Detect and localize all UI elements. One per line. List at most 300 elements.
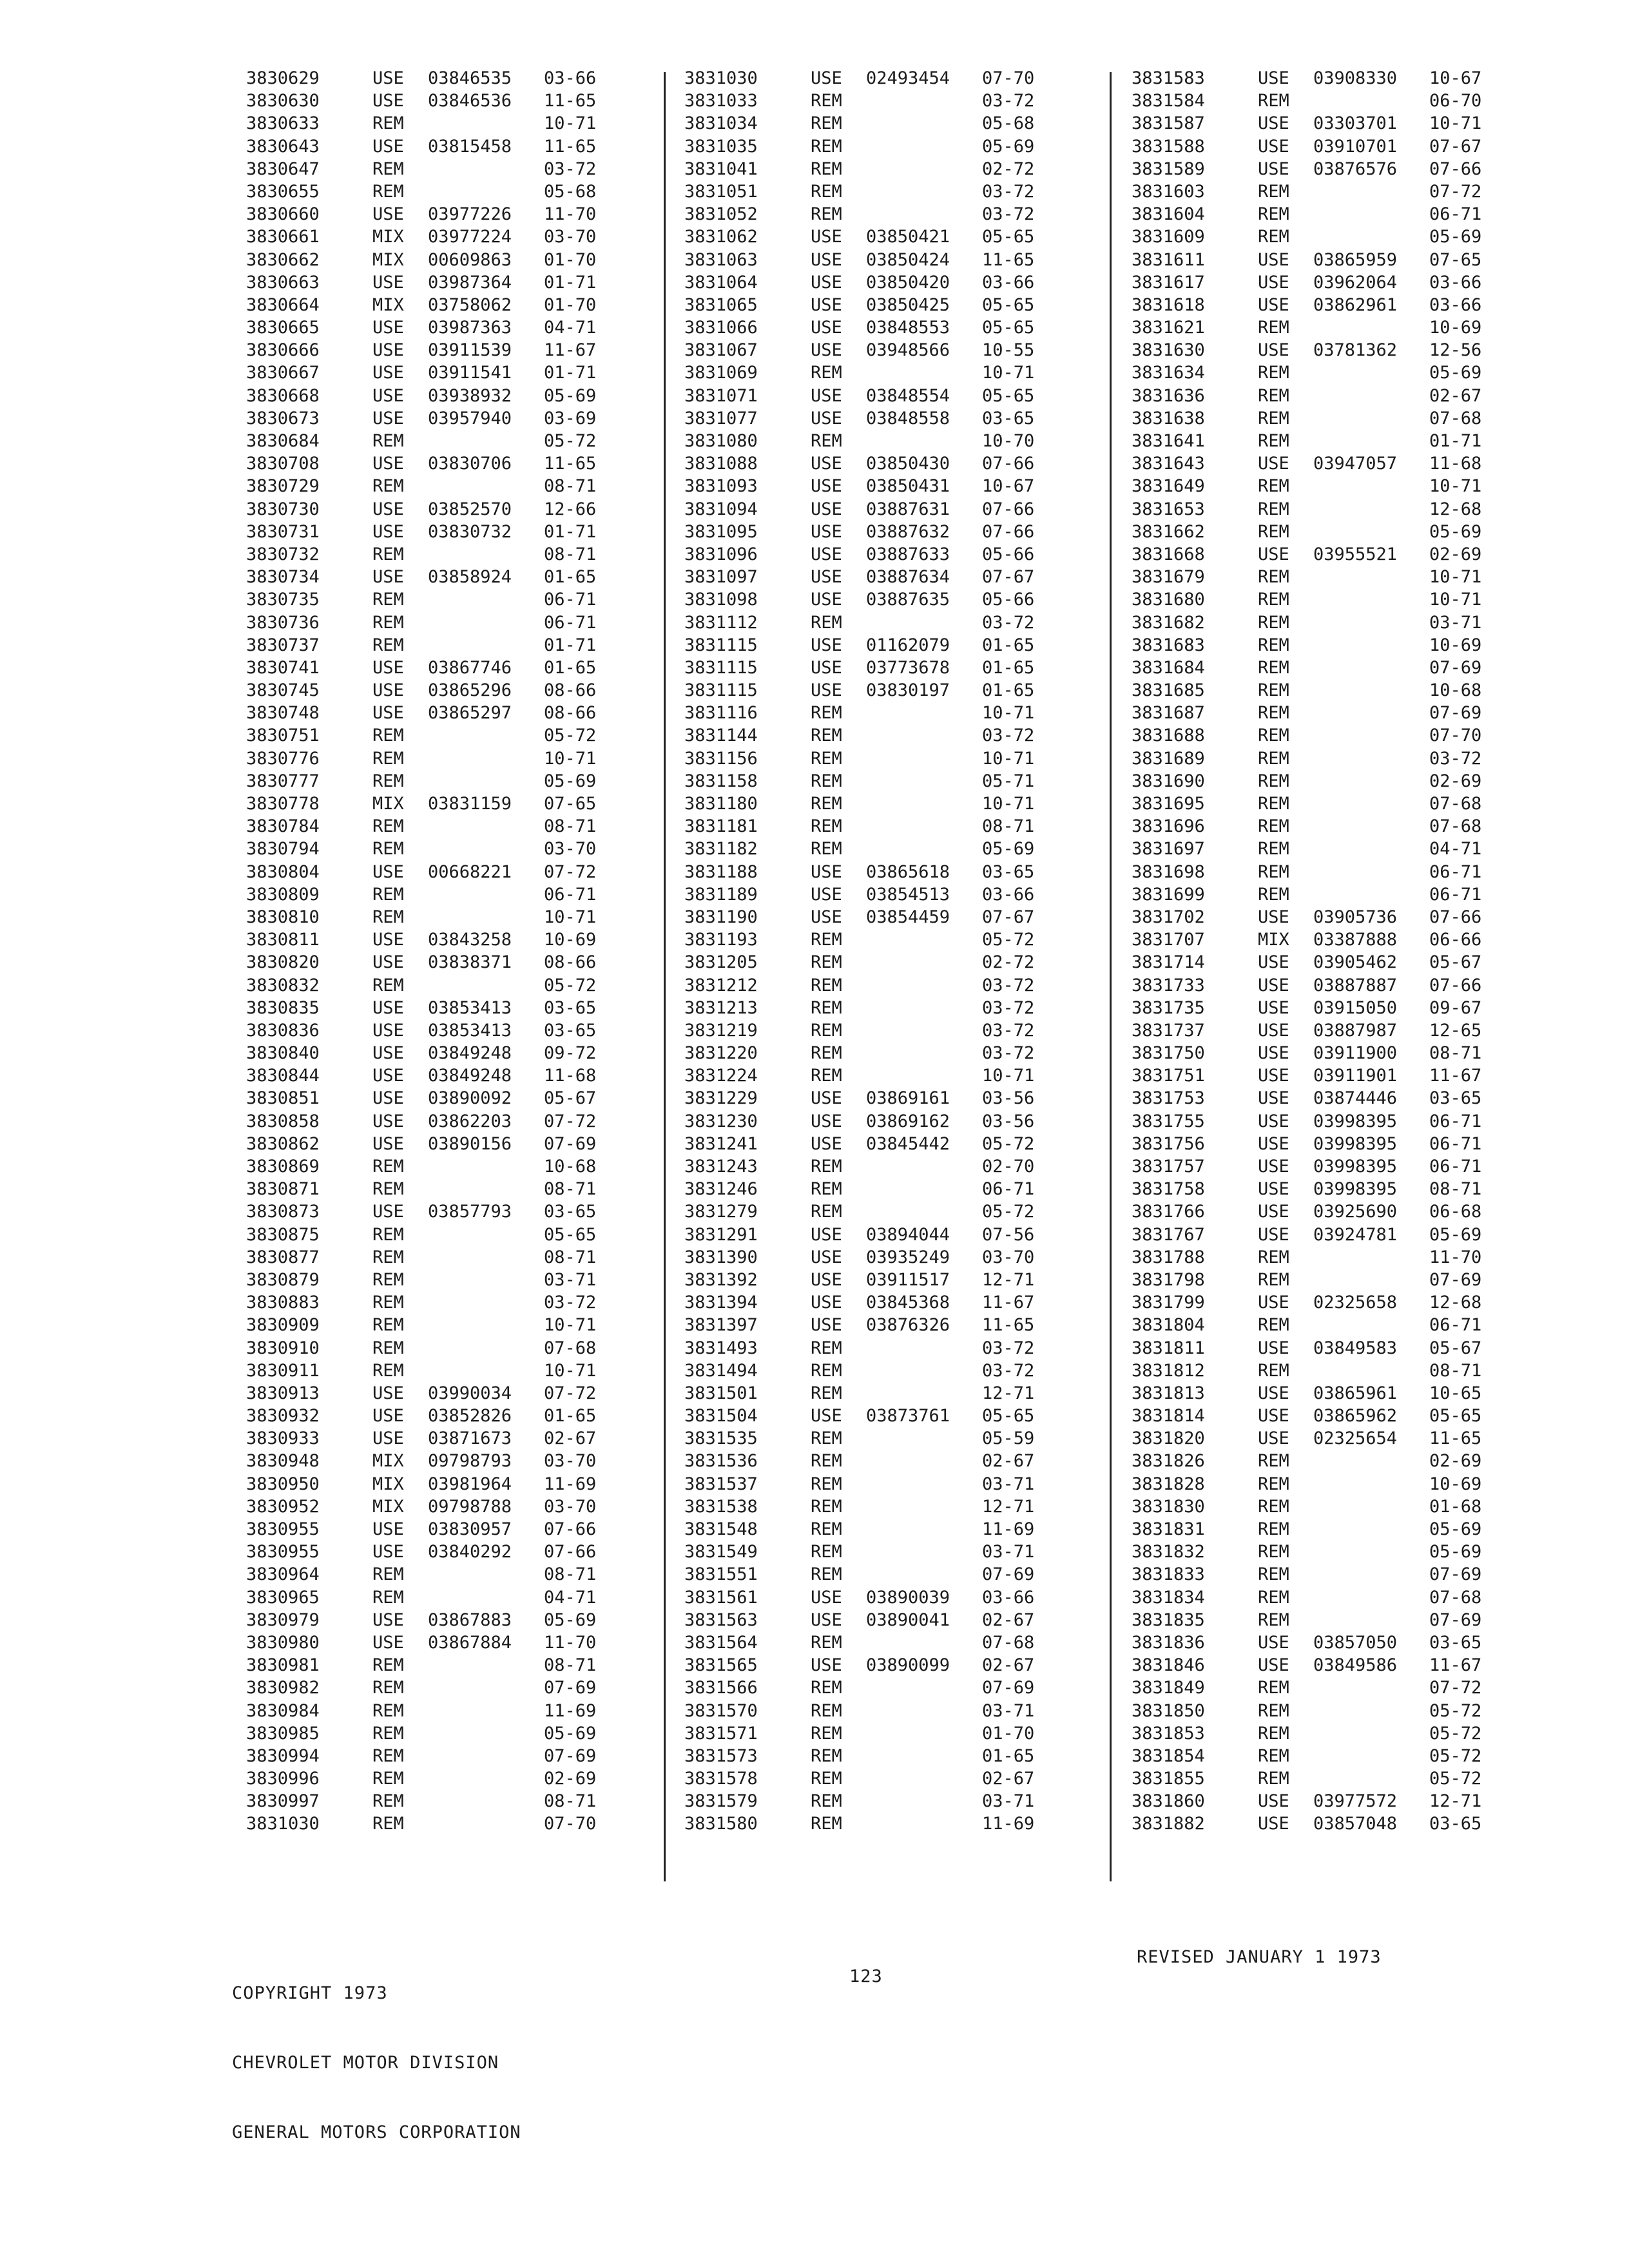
part-number: 3831587 [1132, 113, 1205, 134]
action-code: REM [1258, 1564, 1289, 1585]
change-date: 05-69 [544, 771, 597, 791]
change-date: 07-67 [1429, 136, 1482, 157]
part-row [684, 634, 1045, 657]
part-number: 3831181 [684, 816, 758, 837]
change-date: 05-69 [1429, 521, 1482, 542]
action-code: REM [372, 1655, 404, 1676]
part-row [246, 158, 607, 180]
part-number: 3831394 [684, 1293, 758, 1313]
part-number: 3830950 [246, 1474, 320, 1494]
action-code: USE [1258, 294, 1289, 315]
part-number: 3831680 [1132, 590, 1205, 610]
action-code: REM [1258, 816, 1289, 837]
part-row [246, 521, 607, 543]
part-row [1132, 1495, 1492, 1518]
action-code: REM [1258, 657, 1289, 678]
part-row [246, 861, 607, 883]
replacement-part: 03857793 [428, 1202, 512, 1222]
change-date: 07-66 [982, 499, 1035, 519]
part-row [1132, 1269, 1492, 1291]
change-date: 03-65 [1429, 1814, 1482, 1834]
change-date: 07-66 [544, 1542, 597, 1562]
part-row [1132, 316, 1492, 339]
part-number: 3830820 [246, 952, 320, 973]
action-code: USE [811, 476, 842, 497]
replacement-part: 03862203 [428, 1111, 512, 1131]
replacement-part: 03840292 [428, 1542, 512, 1562]
action-code: REM [811, 794, 842, 814]
action-code: USE [1258, 1791, 1289, 1812]
part-row [246, 135, 607, 158]
action-code: REM [372, 1745, 404, 1766]
change-date: 03-70 [544, 839, 597, 860]
change-date: 03-72 [982, 975, 1035, 995]
part-number: 3831573 [684, 1745, 758, 1766]
part-number: 3831291 [684, 1224, 758, 1245]
part-number: 3831653 [1132, 499, 1205, 519]
part-row [684, 1087, 1045, 1110]
change-date: 05-72 [544, 431, 597, 451]
part-row [684, 1019, 1045, 1042]
change-date: 02-69 [1429, 771, 1482, 791]
part-number: 3831212 [684, 975, 758, 995]
action-code: USE [372, 680, 404, 701]
action-code: REM [372, 1315, 404, 1336]
replacement-part: 03977572 [1313, 1791, 1398, 1812]
part-row [684, 249, 1045, 271]
part-row [1132, 1745, 1492, 1767]
change-date: 12-68 [1429, 1293, 1482, 1313]
replacement-part: 03843258 [428, 930, 512, 950]
part-number: 3831551 [684, 1564, 758, 1585]
part-row [246, 316, 607, 339]
part-row [246, 271, 607, 294]
action-code: USE [811, 1224, 842, 1245]
change-date: 03-72 [982, 726, 1035, 746]
part-number: 3831617 [1132, 272, 1205, 293]
part-number: 3831850 [1132, 1700, 1205, 1721]
action-code: REM [811, 1814, 842, 1834]
change-date: 08-71 [544, 1179, 597, 1200]
action-code: REM [1258, 363, 1289, 383]
part-row [1132, 883, 1492, 906]
action-code: REM [811, 1474, 842, 1494]
part-row [246, 1700, 607, 1722]
change-date: 10-69 [1429, 1474, 1482, 1494]
part-number: 3831051 [684, 181, 758, 202]
change-date: 05-69 [1429, 1542, 1482, 1562]
part-number: 3831536 [684, 1451, 758, 1472]
part-number: 3831753 [1132, 1088, 1205, 1109]
replacement-part: 03848558 [866, 408, 950, 428]
action-code: USE [811, 1133, 842, 1154]
change-date: 03-56 [982, 1088, 1035, 1109]
part-number: 3831563 [684, 1610, 758, 1630]
change-date: 07-70 [1429, 726, 1482, 746]
part-row [684, 180, 1045, 203]
action-code: USE [1258, 544, 1289, 564]
part-row [684, 1360, 1045, 1382]
change-date: 02-72 [982, 159, 1035, 179]
part-row [684, 271, 1045, 294]
part-row [246, 702, 607, 724]
part-number: 3831193 [684, 930, 758, 950]
change-date: 06-71 [544, 612, 597, 633]
part-number: 3830910 [246, 1338, 320, 1358]
change-date: 01-68 [1429, 1496, 1482, 1517]
action-code: REM [1258, 431, 1289, 451]
change-date: 03-70 [982, 1247, 1035, 1267]
action-code: REM [811, 1428, 842, 1449]
replacement-part: 09798793 [428, 1451, 512, 1472]
part-row [1132, 611, 1492, 634]
action-code: USE [372, 657, 404, 678]
part-number: 3831548 [684, 1519, 758, 1539]
action-code: USE [372, 1133, 404, 1154]
action-code: REM [372, 1700, 404, 1721]
action-code: USE [811, 590, 842, 610]
part-number: 3830835 [246, 997, 320, 1018]
part-number: 3831494 [684, 1360, 758, 1381]
part-number: 3830684 [246, 431, 320, 451]
part-number: 3831579 [684, 1791, 758, 1812]
part-number: 3831229 [684, 1088, 758, 1109]
change-date: 01-71 [544, 363, 597, 383]
replacement-part: 03981964 [428, 1474, 512, 1494]
part-number: 3831096 [684, 544, 758, 564]
replacement-part: 03850424 [866, 249, 950, 270]
part-row [1132, 90, 1492, 112]
action-code: USE [811, 68, 842, 88]
change-date: 12-56 [1429, 340, 1482, 361]
replacement-part: 03758062 [428, 294, 512, 315]
part-number: 3831828 [1132, 1474, 1205, 1494]
action-code: USE [1258, 1020, 1289, 1041]
part-number: 3831833 [1132, 1564, 1205, 1585]
action-code: USE [372, 340, 404, 361]
part-number: 3831702 [1132, 907, 1205, 927]
replacement-part: 03850430 [866, 454, 950, 474]
part-number: 3831662 [1132, 521, 1205, 542]
part-row [684, 1586, 1045, 1609]
change-date: 10-71 [1429, 113, 1482, 134]
part-number: 3831735 [1132, 997, 1205, 1018]
parts-column-3 [1132, 67, 1492, 1836]
part-number: 3831699 [1132, 884, 1205, 905]
replacement-part: 03850431 [866, 476, 950, 497]
action-code: USE [372, 997, 404, 1018]
division-line: CHEVROLET MOTOR DIVISION [232, 2053, 499, 2073]
part-number: 3831241 [684, 1133, 758, 1154]
part-row [684, 385, 1045, 407]
part-row [246, 1178, 607, 1200]
change-date: 07-72 [544, 1111, 597, 1131]
part-row [1132, 566, 1492, 588]
change-date: 05-69 [1429, 1519, 1482, 1539]
action-code: USE [1258, 249, 1289, 270]
part-number: 3831641 [1132, 431, 1205, 451]
change-date: 03-69 [544, 408, 597, 428]
part-row [1132, 997, 1492, 1019]
replacement-part: 03887633 [866, 544, 950, 564]
action-code: USE [372, 703, 404, 724]
action-code: USE [372, 1020, 404, 1041]
action-code: REM [811, 204, 842, 225]
action-code: USE [1258, 907, 1289, 927]
change-date: 06-70 [1429, 91, 1482, 111]
replacement-part: 03957940 [428, 408, 512, 428]
action-code: REM [372, 1224, 404, 1245]
part-row [246, 361, 607, 384]
action-code: USE [811, 544, 842, 564]
change-date: 05-72 [982, 1133, 1035, 1154]
part-row [684, 679, 1045, 702]
replacement-part: 03845442 [866, 1133, 950, 1154]
action-code: REM [1258, 521, 1289, 542]
part-number: 3831679 [1132, 567, 1205, 588]
action-code: REM [1258, 181, 1289, 202]
part-number: 3831737 [1132, 1020, 1205, 1041]
action-code: REM [811, 1769, 842, 1789]
part-number: 3831180 [684, 794, 758, 814]
part-number: 3830732 [246, 544, 320, 564]
replacement-part: 03857048 [1313, 1814, 1398, 1834]
action-code: USE [372, 499, 404, 519]
replacement-part: 03781362 [1313, 340, 1398, 361]
replacement-part: 03948566 [866, 340, 950, 361]
part-number: 3830981 [246, 1655, 320, 1676]
part-number: 3831566 [684, 1678, 758, 1698]
change-date: 03-65 [1429, 1632, 1482, 1653]
part-number: 3830984 [246, 1700, 320, 1721]
action-code: USE [1258, 1202, 1289, 1222]
part-row [1132, 1563, 1492, 1586]
change-date: 08-71 [544, 1564, 597, 1585]
replacement-part: 01162079 [866, 635, 950, 655]
part-number: 3831205 [684, 952, 758, 973]
part-number: 3831757 [1132, 1157, 1205, 1177]
change-date: 11-70 [1429, 1247, 1482, 1267]
change-date: 08-71 [544, 1791, 597, 1812]
part-number: 3831501 [684, 1383, 758, 1403]
part-row [684, 1563, 1045, 1586]
part-number: 3831698 [1132, 861, 1205, 882]
action-code: REM [372, 726, 404, 746]
change-date: 11-65 [544, 91, 597, 111]
change-date: 05-69 [1429, 227, 1482, 247]
change-date: 10-71 [982, 363, 1035, 383]
change-date: 06-71 [1429, 1157, 1482, 1177]
part-number: 3831812 [1132, 1360, 1205, 1381]
change-date: 02-69 [1429, 544, 1482, 564]
change-date: 11-68 [544, 1066, 597, 1086]
change-date: 05-65 [982, 227, 1035, 247]
part-row [246, 997, 607, 1019]
change-date: 03-66 [544, 68, 597, 88]
replacement-part: 03905462 [1313, 952, 1398, 973]
change-date: 07-67 [982, 567, 1035, 588]
part-row [684, 203, 1045, 226]
replacement-part: 03830732 [428, 521, 512, 542]
change-date: 02-72 [982, 952, 1035, 973]
parts-column-2 [684, 67, 1045, 1836]
change-date: 10-71 [982, 794, 1035, 814]
copyright-block [232, 1936, 521, 2191]
change-date: 03-65 [544, 1202, 597, 1222]
change-date: 03-66 [982, 272, 1035, 293]
part-number: 3831689 [1132, 748, 1205, 769]
replacement-part: 03887632 [866, 521, 950, 542]
change-date: 10-71 [1429, 476, 1482, 497]
part-number: 3831609 [1132, 227, 1205, 247]
part-number: 3831094 [684, 499, 758, 519]
part-row [1132, 1110, 1492, 1133]
change-date: 07-72 [544, 861, 597, 882]
change-date: 09-67 [1429, 997, 1482, 1018]
part-row [684, 747, 1045, 770]
part-row [246, 838, 607, 860]
replacement-part: 03990034 [428, 1383, 512, 1403]
action-code: USE [372, 68, 404, 88]
change-date: 11-67 [1429, 1655, 1482, 1676]
part-row [1132, 430, 1492, 452]
change-date: 03-72 [982, 181, 1035, 202]
part-number: 3831846 [1132, 1655, 1205, 1676]
part-row [1132, 521, 1492, 543]
part-number: 3831063 [684, 249, 758, 270]
change-date: 05-59 [982, 1428, 1035, 1449]
action-code: REM [811, 1496, 842, 1517]
action-code: USE [811, 408, 842, 428]
replacement-part: 03853413 [428, 1020, 512, 1041]
part-row [1132, 1518, 1492, 1541]
change-date: 12-71 [1429, 1791, 1482, 1812]
action-code: USE [811, 635, 842, 655]
action-code: MIX [372, 249, 404, 270]
action-code: USE [811, 1088, 842, 1109]
change-date: 02-67 [982, 1610, 1035, 1630]
replacement-part: 03890041 [866, 1610, 950, 1630]
action-code: REM [1258, 204, 1289, 225]
change-date: 08-71 [544, 816, 597, 837]
part-number: 3830879 [246, 1269, 320, 1290]
change-date: 08-71 [982, 816, 1035, 837]
change-date: 10-71 [544, 748, 597, 769]
replacement-part: 03865297 [428, 703, 512, 724]
change-date: 10-69 [1429, 318, 1482, 338]
replacement-part: 03977224 [428, 227, 512, 247]
part-row [1132, 634, 1492, 657]
change-date: 05-66 [982, 544, 1035, 564]
action-code: REM [811, 1383, 842, 1403]
part-number: 3831190 [684, 907, 758, 927]
part-row [684, 1767, 1045, 1790]
replacement-part: 03911900 [1313, 1043, 1398, 1064]
parts-column-1 [246, 67, 607, 1836]
part-row [684, 294, 1045, 316]
part-number: 3831571 [684, 1723, 758, 1744]
part-row [246, 724, 607, 747]
replacement-part: 03908330 [1313, 68, 1398, 88]
part-row [684, 588, 1045, 611]
part-row [1132, 1360, 1492, 1382]
part-number: 3831115 [684, 680, 758, 701]
action-code: REM [811, 997, 842, 1018]
replacement-part: 03849248 [428, 1043, 512, 1064]
part-row [684, 997, 1045, 1019]
replacement-part: 03894044 [866, 1224, 950, 1245]
part-row [684, 702, 1045, 724]
replacement-part: 03867746 [428, 657, 512, 678]
replacement-part: 03876576 [1313, 159, 1398, 179]
part-row [246, 1427, 607, 1450]
change-date: 03-72 [982, 1360, 1035, 1381]
part-number: 3831570 [684, 1700, 758, 1721]
replacement-part: 03831159 [428, 794, 512, 814]
action-code: USE [372, 1610, 404, 1630]
change-date: 08-71 [1429, 1043, 1482, 1064]
action-code: REM [1258, 703, 1289, 724]
part-row [1132, 135, 1492, 158]
change-date: 05-67 [1429, 952, 1482, 973]
action-code: REM [811, 1066, 842, 1086]
action-code: USE [372, 1428, 404, 1449]
change-date: 10-67 [982, 476, 1035, 497]
action-code: REM [372, 159, 404, 179]
part-row [684, 1314, 1045, 1336]
part-number: 3831188 [684, 861, 758, 882]
change-date: 05-65 [982, 385, 1035, 406]
part-number: 3830871 [246, 1179, 320, 1200]
change-date: 01-65 [982, 657, 1035, 678]
part-row [684, 226, 1045, 248]
action-code: USE [372, 521, 404, 542]
part-number: 3830633 [246, 113, 320, 134]
part-number: 3831493 [684, 1338, 758, 1358]
part-row [246, 294, 607, 316]
part-number: 3831067 [684, 340, 758, 361]
part-row [684, 1337, 1045, 1360]
action-code: REM [372, 1157, 404, 1177]
change-date: 10-71 [982, 703, 1035, 724]
part-number: 3830667 [246, 363, 320, 383]
part-row [1132, 702, 1492, 724]
part-row [246, 112, 607, 135]
action-code: MIX [372, 227, 404, 247]
change-date: 05-72 [1429, 1745, 1482, 1766]
action-code: REM [372, 590, 404, 610]
action-code: USE [372, 1202, 404, 1222]
change-date: 05-65 [982, 1406, 1035, 1427]
corporation-line: GENERAL MOTORS CORPORATION [232, 2122, 521, 2142]
part-row [1132, 452, 1492, 475]
change-date: 05-65 [982, 318, 1035, 338]
change-date: 08-66 [544, 952, 597, 973]
action-code: USE [811, 567, 842, 588]
replacement-part: 03890092 [428, 1088, 512, 1109]
replacement-part: 03925690 [1313, 1202, 1398, 1222]
change-date: 03-72 [982, 1338, 1035, 1358]
part-row [684, 1269, 1045, 1291]
change-date: 07-68 [1429, 794, 1482, 814]
change-date: 07-65 [1429, 249, 1482, 270]
change-date: 03-66 [982, 884, 1035, 905]
action-code: USE [811, 1406, 842, 1427]
action-code: REM [372, 1269, 404, 1290]
part-number: 3831589 [1132, 159, 1205, 179]
change-date: 07-67 [982, 907, 1035, 927]
part-row [684, 1382, 1045, 1405]
